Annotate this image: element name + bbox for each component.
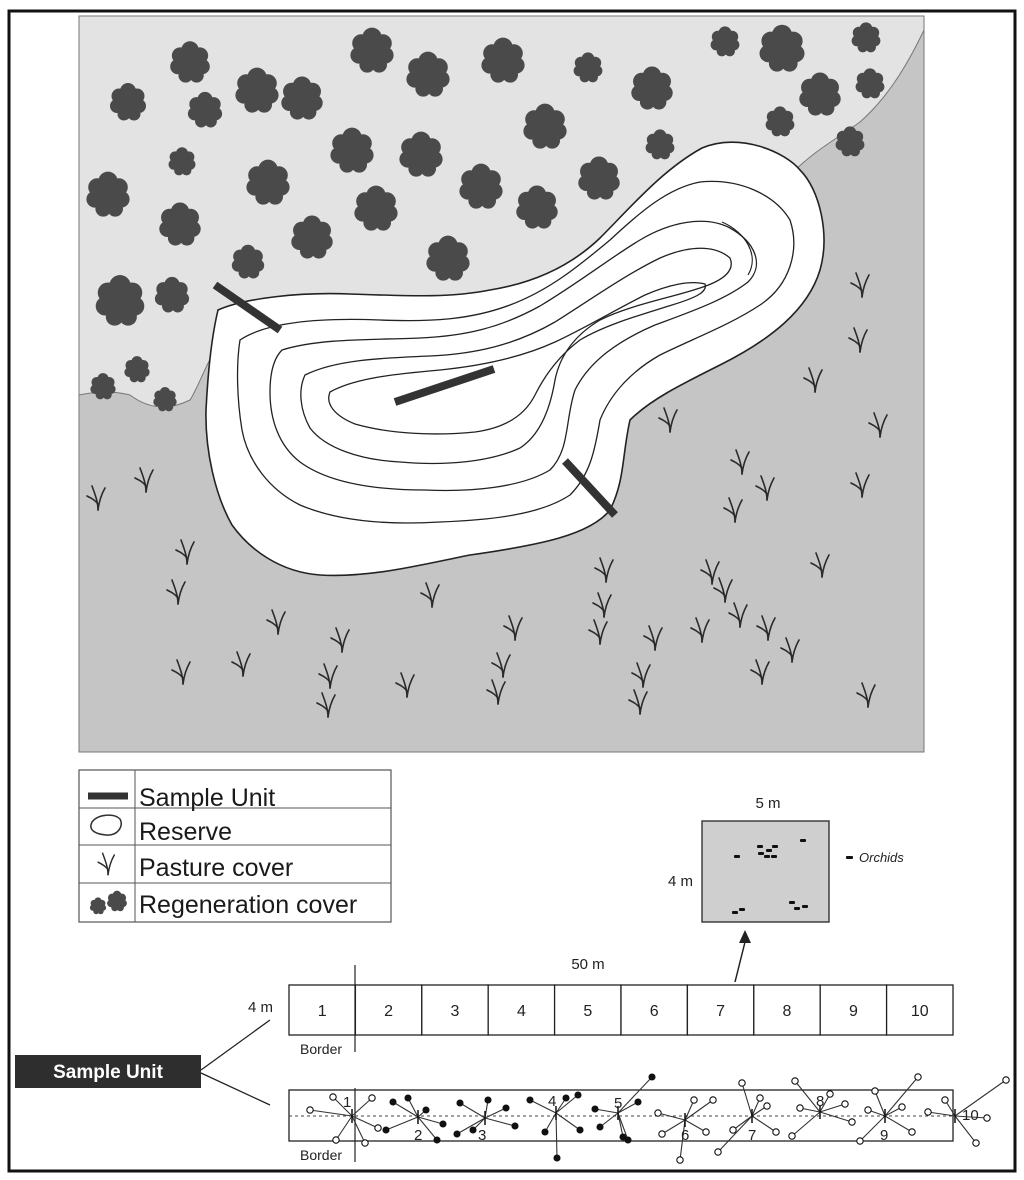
network-endpoint — [942, 1097, 948, 1103]
network-endpoint — [330, 1094, 336, 1100]
network-node-label: 4 — [548, 1093, 557, 1110]
network-endpoint — [503, 1105, 509, 1111]
transect-cell-label: 2 — [384, 1003, 394, 1020]
network-endpoint — [375, 1125, 381, 1131]
transect-cell-label: 1 — [317, 1003, 327, 1020]
network-endpoint — [764, 1103, 770, 1109]
network-endpoint — [710, 1097, 716, 1103]
network-endpoint — [454, 1131, 460, 1137]
legend-label-sample-unit: Sample Unit — [139, 784, 276, 812]
network-node-label: 5 — [614, 1095, 623, 1112]
badge-label: Sample Unit — [53, 1062, 163, 1083]
network-endpoint — [554, 1155, 560, 1161]
network-endpoint — [757, 1095, 763, 1101]
network-endpoint — [635, 1099, 641, 1105]
plot-height-label: 4 m — [668, 873, 694, 890]
network-endpoint — [739, 1080, 745, 1086]
transect-cell-label: 6 — [649, 1003, 659, 1020]
network-node-label: 9 — [880, 1127, 889, 1144]
network-node-label: 10 — [962, 1107, 979, 1124]
network-endpoint — [307, 1107, 313, 1113]
network-endpoint — [792, 1078, 798, 1084]
network-endpoint — [842, 1101, 848, 1107]
network-endpoint — [542, 1129, 548, 1135]
network-endpoint — [797, 1105, 803, 1111]
network-endpoint — [440, 1121, 446, 1127]
legend-reserve-symbol — [91, 815, 121, 835]
transect-cell-label: 4 — [516, 1003, 526, 1020]
transect-width-label: 4 m — [248, 999, 274, 1016]
network-endpoint — [527, 1097, 533, 1103]
network-endpoint — [383, 1127, 389, 1133]
network-endpoint — [333, 1137, 339, 1143]
network-node-label: 2 — [414, 1127, 423, 1144]
network-endpoint — [703, 1129, 709, 1135]
network-endpoint — [789, 1133, 795, 1139]
orchid-label: Orchids — [859, 850, 904, 865]
transect-cell-label: 10 — [910, 1003, 929, 1020]
plot-rectangle — [702, 821, 829, 922]
network-endpoint — [592, 1106, 598, 1112]
network-endpoint — [369, 1095, 375, 1101]
transect-cell-label: 3 — [450, 1003, 460, 1020]
network-endpoint — [649, 1074, 655, 1080]
network-endpoint — [512, 1123, 518, 1129]
network-endpoint — [691, 1097, 697, 1103]
legend-label-reserve: Reserve — [139, 818, 233, 846]
network-endpoint — [457, 1100, 463, 1106]
border-label-top: Border — [300, 1041, 343, 1057]
network-endpoint — [659, 1131, 665, 1137]
network-endpoint — [984, 1115, 990, 1121]
network-endpoint — [655, 1110, 661, 1116]
network-endpoint — [423, 1107, 429, 1113]
transect-cell-label: 5 — [583, 1003, 593, 1020]
network-endpoint — [773, 1129, 779, 1135]
network-node-label: 1 — [343, 1094, 352, 1111]
network-endpoint — [485, 1097, 491, 1103]
network-endpoint — [575, 1092, 581, 1098]
network-endpoint — [899, 1104, 905, 1110]
legend — [79, 770, 391, 922]
network-endpoint — [677, 1157, 683, 1163]
network-endpoint — [865, 1107, 871, 1113]
transect-length-label: 50 m — [571, 956, 605, 973]
network-endpoint — [872, 1088, 878, 1094]
plot-width-label: 5 m — [755, 795, 781, 812]
network-endpoint — [715, 1149, 721, 1155]
network-endpoint — [915, 1074, 921, 1080]
network-endpoint — [563, 1095, 569, 1101]
network-endpoint — [470, 1127, 476, 1133]
transect-cell-label: 9 — [848, 1003, 858, 1020]
network-endpoint — [849, 1119, 855, 1125]
landscape-map — [79, 16, 924, 752]
transect-cell-label: 8 — [782, 1003, 792, 1020]
network-node-label: 6 — [681, 1127, 690, 1144]
network-endpoint — [909, 1129, 915, 1135]
border-label-bottom: Border — [300, 1147, 343, 1163]
network-endpoint — [405, 1095, 411, 1101]
network-endpoint — [925, 1109, 931, 1115]
transect-cell-label: 7 — [716, 1003, 726, 1020]
network-endpoint — [390, 1099, 396, 1105]
network-node-label: 3 — [478, 1127, 487, 1144]
legend-label-pasture: Pasture cover — [139, 854, 294, 882]
network-endpoint — [362, 1140, 368, 1146]
network-endpoint — [597, 1124, 603, 1130]
network-endpoint — [827, 1091, 833, 1097]
network-endpoint — [730, 1127, 736, 1133]
network-node-label: 8 — [816, 1093, 825, 1110]
network-endpoint — [625, 1137, 631, 1143]
orchid-legend-mark — [846, 856, 853, 859]
network-endpoint — [857, 1138, 863, 1144]
network-endpoint — [434, 1137, 440, 1143]
legend-label-regeneration: Regeneration cover — [139, 891, 358, 919]
network-endpoint — [1003, 1077, 1009, 1083]
network-node-label: 7 — [748, 1127, 757, 1144]
network-endpoint — [973, 1140, 979, 1146]
network-endpoint — [577, 1127, 583, 1133]
